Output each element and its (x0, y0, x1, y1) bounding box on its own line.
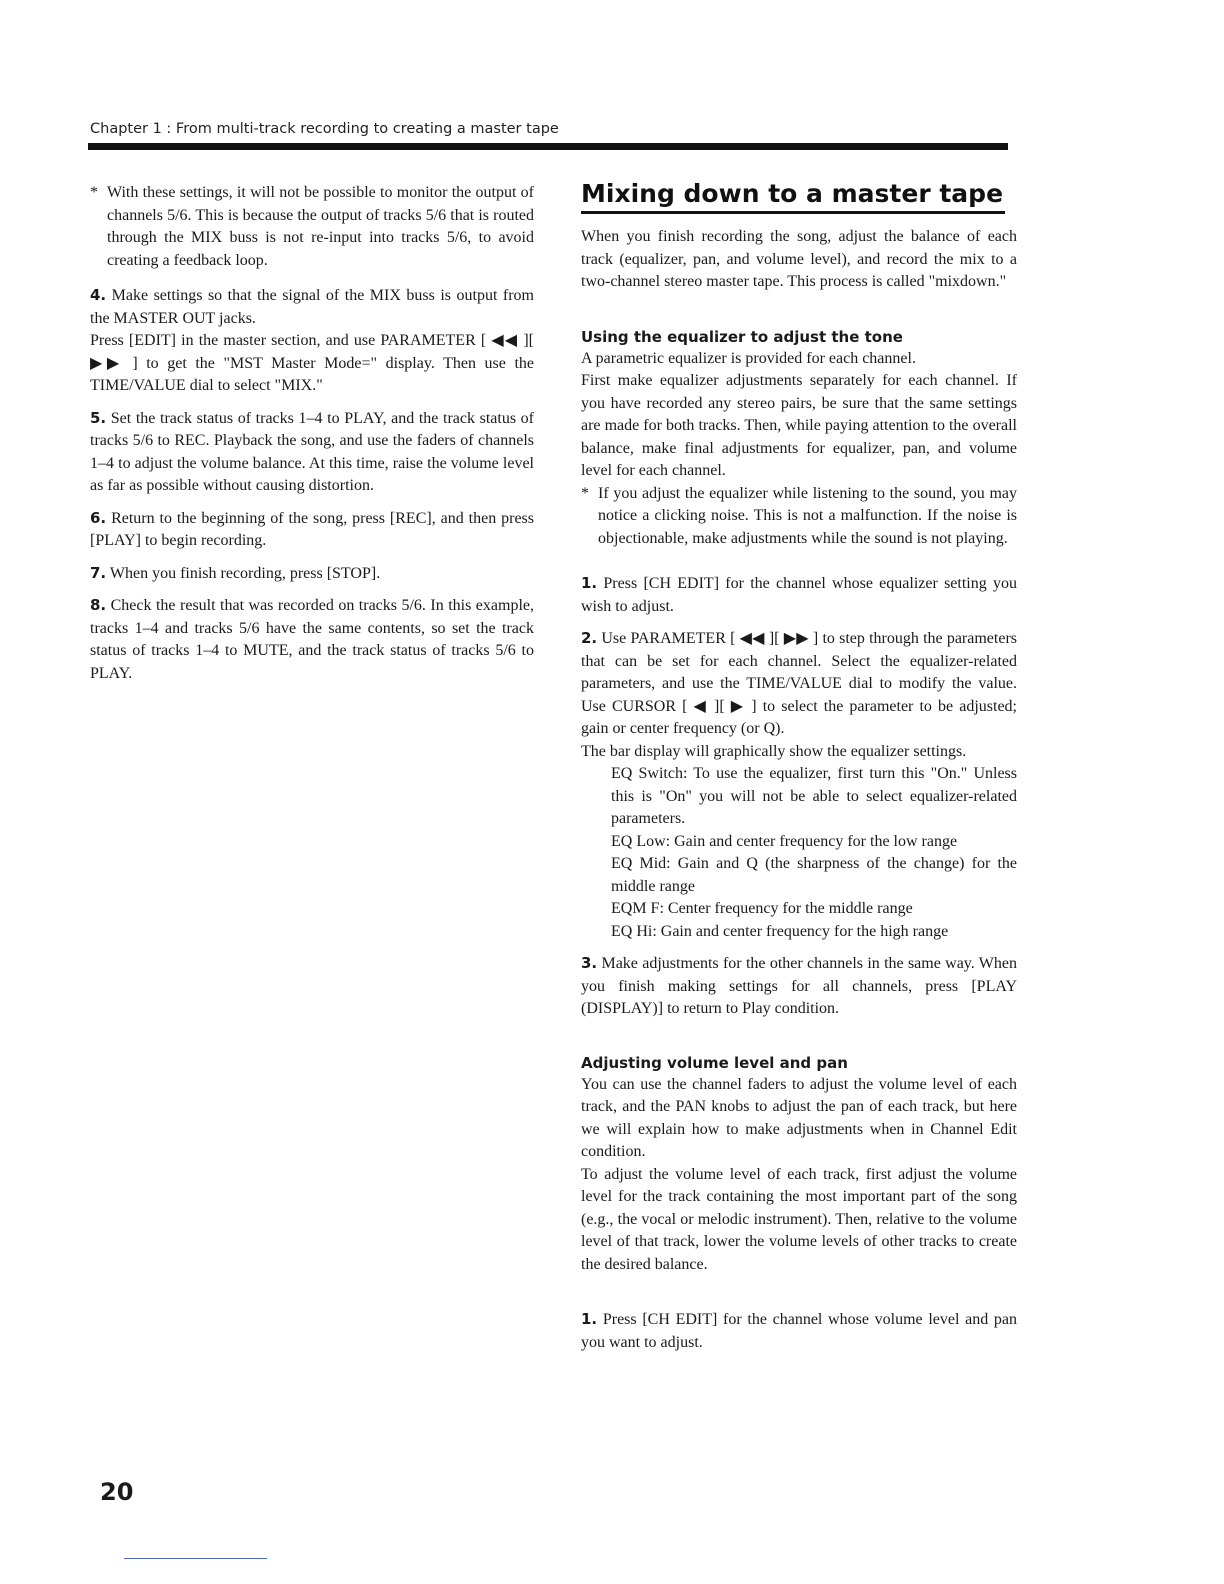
right-column (581, 178, 1017, 1363)
title-rule (581, 211, 1005, 214)
eq-step-2: 2. Use PARAMETER [ ◀◀ ][ ▶▶ ] to step through the parameters that can be set for each channel. Select the equalizer-related parameters, and use the TIME/VALUE dial to modify the value. Use CURSOR [ ◀ ][ ▶ ] to select the parameter to be adjusted; gain or center frequency (or Q). (581, 629, 1018, 737)
volume-paragraph-1: You can use the channel faders to adjust the volume level of each track, and the PAN knobs to adjust the pan of each track, but here we will explain how to make adjustments when in Channel Edit condition. (581, 1075, 1017, 1160)
step-8: 8. Check the result that was recorded on tracks 5/6. In this example, tracks 1–4 and tracks 5/6 have the same contents, so set the track status of tracks 1–4 to MUTE, and the track status of tracks 5/6 to PLAY. (90, 596, 535, 682)
bar-display-text: The bar display will graphically show the equalizer settings. (581, 742, 967, 760)
footer-line (124, 1558, 267, 1559)
intro-paragraph: When you finish recording the song, adjust the balance of each track (equalizer, pan, and volume level), and record the mix to a two-channel stereo master tape. This process is called "mixdown." (581, 228, 1017, 290)
volume-step-1: 1. Press [CH EDIT] for the channel whose volume level and pan you want to adjust. (581, 1310, 1018, 1351)
eq-item-low: EQ Low: Gain and center frequency for the low range (611, 832, 958, 850)
note-bullet: * (581, 484, 589, 502)
left-column (90, 182, 534, 694)
chapter-header: Chapter 1 : From multi-track recording to creating a master tape (90, 121, 559, 137)
monitor-note-text: With these settings, it will not be possible to monitor the output of channels 5/6. This is because the output of tracks 5/6 that is routed through the MIX buss is not re-input into tracks 5/6, to avoid creating a feedback loop. (107, 184, 534, 269)
eq-note-text: If you adjust the equalizer while listening to the sound, you may notice a clicking noise. This is not a malfunction. If the noise is objectionable, make adjustments while the sound is not playing. (598, 484, 1017, 547)
eq-heading: Using the equalizer to adjust the tone (581, 327, 903, 346)
step-5: 5. Set the track status of tracks 1–4 to PLAY, and the track status of tracks 5/6 to REC. Playback the song, and use the faders of channels 1–4 to adjust the volume balance. At this time, raise the volume level as far as possible without causing distortion. (90, 408, 535, 494)
volume-heading: Adjusting volume level and pan (581, 1053, 848, 1072)
eq-parameter-list (581, 763, 1017, 943)
eq-item-mf: EQM F: Center frequency for the middle range (611, 900, 913, 917)
eq-paragraph-2: First make equalizer adjustments separately for each channel. If you have recorded any stereo pairs, be sure that the same settings are made for both tracks. Then, while paying attention to the overall balance, make final adjustments for equalizer, pan, and volume level for each channel. (581, 372, 1017, 479)
eq-step-1: 1. Press [CH EDIT] for the channel whose equalizer setting you wish to adjust. (581, 574, 1018, 615)
eq-paragraph-1: A parametric equalizer is provided for each channel. (581, 349, 916, 367)
step-4: 4. Make settings so that the signal of the MIX buss is output from the MASTER OUT jacks. (90, 286, 535, 327)
step-7: 7. When you finish recording, press [STOP]. (90, 563, 381, 582)
volume-paragraph-2: To adjust the volume level of each track, first adjust the volume level for the track containing the most important part of the song (e.g., the vocal or melodic instrument). Then, relative to the volume level of that track, lower the volume levels of other tracks to create the desired balance. (581, 1165, 1017, 1273)
monitor-note (90, 182, 534, 272)
eq-item-mid: EQ Mid: Gain and Q (the sharpness of the change) for the middle range (611, 855, 1017, 895)
header-rule (88, 143, 1008, 150)
section-title: Mixing down to a master tape (581, 179, 1004, 208)
page-number: 20 (100, 1478, 134, 1506)
eq-step-3: 3. Make adjustments for the other channels in the same way. When you finish making settings for all channels, press [PLAY (DISPLAY)] to return to Play condition. (581, 954, 1017, 1017)
eq-note (581, 483, 1017, 551)
eq-item-switch: EQ Switch: To use the equalizer, first turn this "On." Unless this is "On" you will not be able to select equalizer-related parameters. (611, 765, 1017, 827)
eq-item-hi: EQ Hi: Gain and center frequency for the high range (611, 922, 949, 940)
note-bullet: * (90, 184, 98, 201)
step-6: 6. Return to the beginning of the song, press [REC], and then press [PLAY] to begin recording. (90, 508, 534, 549)
step-4-detail: Press [EDIT] in the master section, and use PARAMETER [ ◀◀ ][ ▶▶ ] to get the "MST Master Mode=" display. Then use the TIME/VALUE dial to select "MIX." (90, 332, 534, 394)
